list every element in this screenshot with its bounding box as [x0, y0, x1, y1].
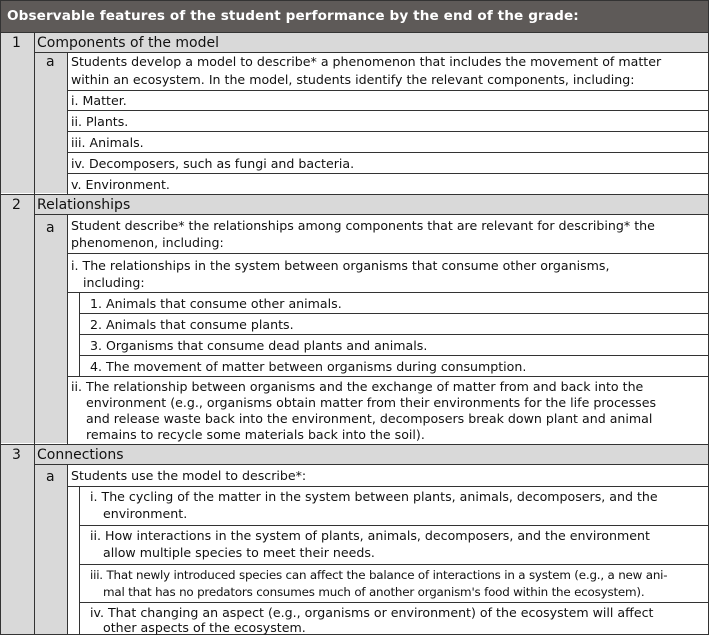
section-2-intro-line: Student describe* the relationships among components that are relevant for describing* the [71, 218, 655, 233]
section-2-letter-col [35, 214, 67, 443]
divider [67, 376, 708, 377]
divider [67, 486, 708, 487]
divider [34, 33, 35, 634]
section-2-title: Relationships [37, 197, 131, 213]
component-item: ii. Plants. [71, 114, 129, 129]
section-1-intro-line: Students develop a model to describe* a phenomenon that includes the movement of matter [71, 54, 662, 69]
section-2-margin [1, 214, 34, 443]
divider [1, 32, 708, 33]
section-2-item-letter: a [46, 220, 55, 236]
relationship-sub-item: 4. The movement of matter between organisms during consumption. [90, 359, 527, 374]
relationship-item: remains to recycle some materials back into the soil). [86, 427, 425, 442]
divider [67, 131, 708, 132]
connection-item: mal that has no predators consumes much of another organism's food within the ecosystem). [103, 585, 645, 599]
section-2-number: 2 [12, 197, 21, 213]
divider [67, 173, 708, 174]
section-1-title: Components of the model [37, 35, 219, 51]
divider [79, 355, 708, 356]
relationship-item: including: [83, 275, 145, 290]
table-header: Observable features of the student performance by the end of the grade: [1, 1, 708, 32]
connection-item: environment. [103, 506, 188, 521]
section-3-margin [1, 464, 34, 634]
relationship-item: environment (e.g., organisms obtain matter from their environments for the life processes [86, 395, 657, 410]
divider [34, 464, 708, 465]
divider [67, 214, 68, 444]
connection-item: other aspects of the ecosystem. [103, 620, 306, 635]
connection-item: ii. How interactions in the system of plants, animals, decomposers, and the environment [90, 528, 650, 543]
section-1-item-letter: a [46, 54, 55, 70]
section-3-item-letter: a [46, 469, 55, 485]
section-3-intro-line: Students use the model to describe*: [71, 468, 307, 483]
section-3-letter-col [35, 464, 67, 634]
divider [79, 602, 708, 603]
component-item: v. Environment. [71, 177, 170, 192]
section-3-title: Connections [37, 447, 124, 463]
divider [1, 194, 708, 195]
relationship-item: i. The relationships in the system between organisms that consume other organisms, [71, 258, 610, 273]
divider [79, 313, 708, 314]
component-item: i. Matter. [71, 93, 127, 108]
divider [67, 292, 708, 293]
divider [79, 486, 80, 634]
section-1-intro-line: within an ecosystem. In the model, students identify the relevant components, including: [71, 72, 635, 87]
relationship-sub-item: 2. Animals that consume plants. [90, 317, 294, 332]
connection-item: iii. That newly introduced species can affect the balance of interactions in a system (e.g., a new ani- [90, 568, 668, 582]
divider [34, 214, 708, 215]
divider [79, 564, 708, 565]
component-item: iii. Animals. [71, 135, 144, 150]
section-1-number: 1 [12, 35, 21, 51]
divider [67, 152, 708, 153]
section-1-letter-col [35, 52, 67, 193]
connection-item: iv. That changing an aspect (e.g., organisms or environment) of the ecosystem will affect [90, 605, 654, 620]
divider [67, 464, 68, 634]
section-2-intro-line: phenomenon, including: [71, 235, 224, 250]
connection-item: allow multiple species to meet their needs. [103, 545, 375, 560]
section-1-margin [1, 52, 34, 193]
divider [1, 444, 708, 445]
relationship-sub-item: 3. Organisms that consume dead plants and animals. [90, 338, 428, 353]
divider [67, 253, 708, 254]
relationship-item: and release waste back into the environment, decomposers break down plant and animal [86, 411, 653, 426]
divider [34, 52, 708, 53]
divider [67, 110, 708, 111]
component-item: iv. Decomposers, such as fungi and bacteria. [71, 156, 355, 171]
divider [67, 90, 708, 91]
connection-item: i. The cycling of the matter in the system between plants, animals, decomposers, and the [90, 489, 658, 504]
relationship-sub-item: 1. Animals that consume other animals. [90, 296, 342, 311]
section-3-number: 3 [12, 447, 21, 463]
divider [79, 525, 708, 526]
relationship-item: ii. The relationship between organisms and the exchange of matter from and back into the [71, 379, 644, 394]
divider [79, 334, 708, 335]
